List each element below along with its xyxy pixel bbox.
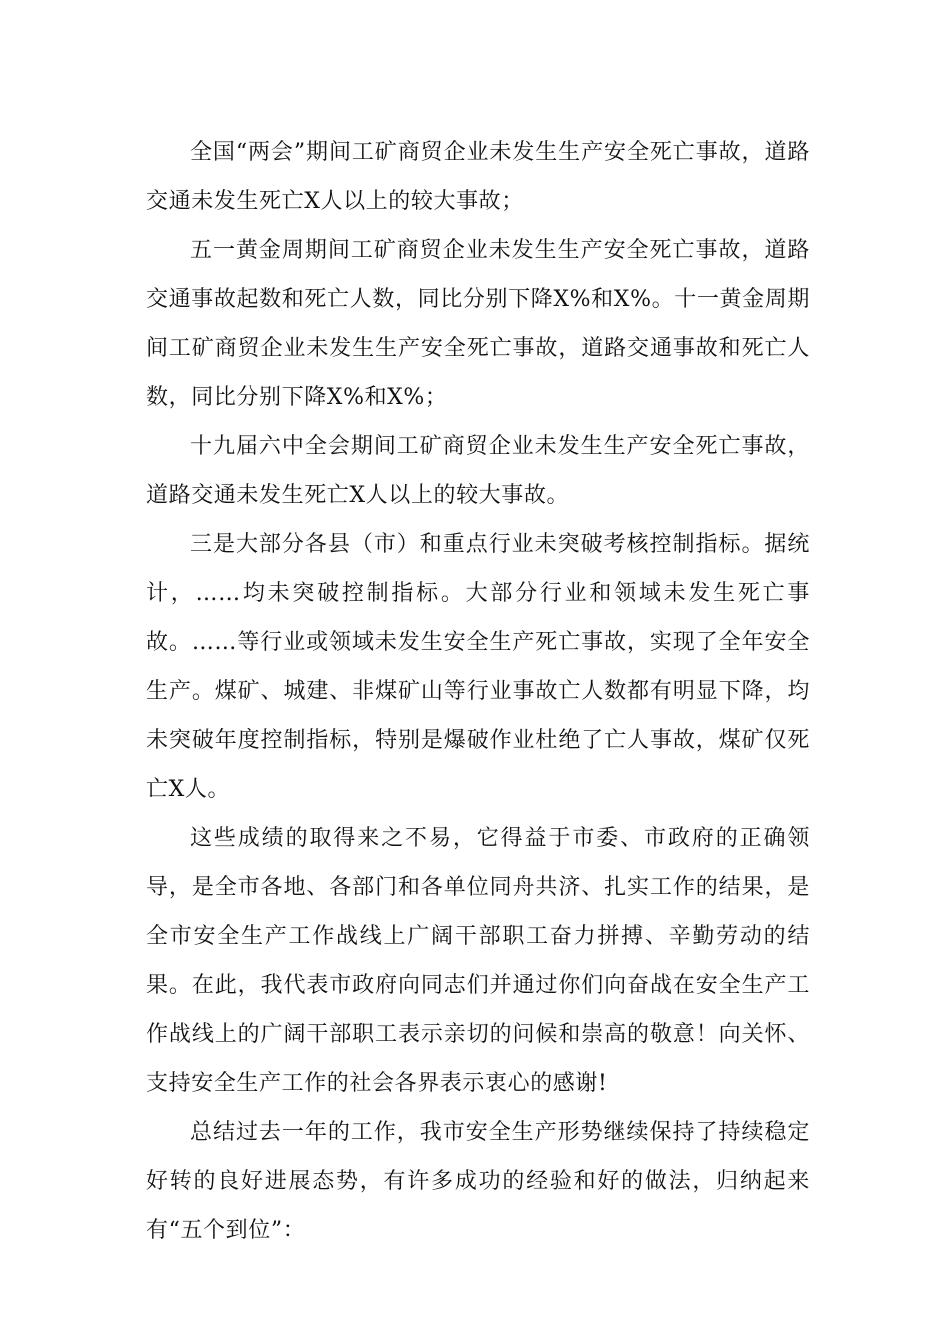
paragraph-two-sessions: 全国“两会”期间工矿商贸企业未发生生产安全死亡事故，道路交通未发生死亡X人以上的较大事故； (146, 140, 810, 214)
body-text (146, 128, 810, 1255)
paragraph-achievements-thanks: 这些成绩的取得来之不易，它得益于市委、市政府的正确领导，是全市各地、各部门和各单位同舟共济、扎实工作的结果，是全市安全生产工作战线上广阔干部职工奋力拼搏、辛勤劳动的结果。在此，我代表市政府向同志们并通过你们向奋战在安全生产工作战线上的广阔干部职工表示亲切的问候和崇高的敬意！向关怀、支持安全生产工作的社会各界表示衷心的感谢! (146, 826, 810, 1096)
paragraph-control-indicators: 三是大部分各县（市）和重点行业未突破考核控制指标。据统计，……均未突破控制指标。大部分行业和领域未发生死亡事故。……等行业或领域未发生安全生产死亡事故，实现了全年安全生产。煤矿、城建、非煤矿山等行业事故亡人数都有明显下降，均未突破年度控制指标，特别是爆破作业杜绝了亡人事故，煤矿仅死亡X人。 (146, 532, 810, 802)
paragraph-summary: 总结过去一年的工作，我市安全生产形势继续保持了持续稳定好转的良好进展态势，有许多成功的经验和好的做法，归纳起来有“五个到位”： (146, 1120, 810, 1243)
paragraph-golden-weeks: 五一黄金周期间工矿商贸企业未发生生产安全死亡事故，道路交通事故起数和死亡人数，同比分别下降X%和X%。十一黄金周期间工矿商贸企业未发生生产安全死亡事故，道路交通事故和死亡人数，同比分别下降X%和X%； (146, 238, 810, 410)
paragraph-plenary-session: 十九届六中全会期间工矿商贸企业未发生生产安全死亡事故，道路交通未发生死亡X人以上的较大事故。 (146, 434, 810, 508)
